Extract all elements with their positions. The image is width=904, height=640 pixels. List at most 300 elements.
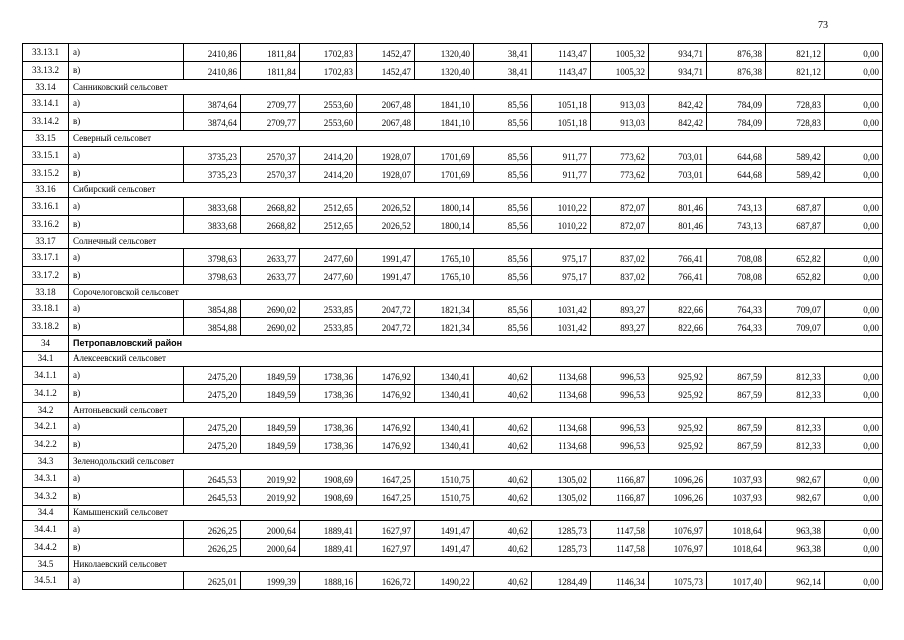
value-cell: 764,33 xyxy=(707,300,766,318)
section-title: Николаевский сельсовет xyxy=(69,556,883,571)
table-row xyxy=(23,572,883,590)
value-cell: 2512,65 xyxy=(300,215,357,233)
row-code: 33.13.1 xyxy=(23,44,69,62)
value-cell: 85,56 xyxy=(474,249,532,267)
value-cell: 1147,58 xyxy=(591,520,649,538)
table-row xyxy=(23,197,883,215)
section-title: Сорочелоговской сельсовет xyxy=(69,285,883,300)
section-row xyxy=(23,131,883,146)
value-cell: 85,56 xyxy=(474,215,532,233)
value-cell: 40,62 xyxy=(474,436,532,454)
value-cell: 925,92 xyxy=(649,385,707,403)
value-cell: 1701,69 xyxy=(415,164,474,182)
row-code: 34.2 xyxy=(23,403,69,418)
value-cell: 1738,36 xyxy=(300,367,357,385)
row-code: 33.15 xyxy=(23,131,69,146)
value-cell: 0,00 xyxy=(825,113,883,131)
value-cell: 0,00 xyxy=(825,164,883,182)
value-cell: 1076,97 xyxy=(649,520,707,538)
value-cell: 1841,10 xyxy=(415,95,474,113)
value-cell: 1143,47 xyxy=(532,44,591,62)
value-cell: 766,41 xyxy=(649,249,707,267)
value-cell: 644,68 xyxy=(707,164,766,182)
value-cell: 872,07 xyxy=(591,215,649,233)
value-cell: 85,56 xyxy=(474,164,532,182)
value-cell: 2477,60 xyxy=(300,249,357,267)
value-cell: 1800,14 xyxy=(415,197,474,215)
table-row xyxy=(23,367,883,385)
row-code: 33.15.1 xyxy=(23,146,69,164)
value-cell: 708,08 xyxy=(707,249,766,267)
value-cell: 0,00 xyxy=(825,367,883,385)
value-cell: 876,38 xyxy=(707,44,766,62)
value-cell: 2475,20 xyxy=(184,385,241,403)
value-cell: 1076,97 xyxy=(649,538,707,556)
value-cell: 3854,88 xyxy=(184,318,241,336)
value-cell: 1134,68 xyxy=(532,418,591,436)
row-letter: в) xyxy=(69,318,184,336)
value-cell: 893,27 xyxy=(591,318,649,336)
value-cell: 40,62 xyxy=(474,520,532,538)
table-row xyxy=(23,469,883,487)
value-cell: 1888,16 xyxy=(300,572,357,590)
value-cell: 764,33 xyxy=(707,318,766,336)
value-cell: 1647,25 xyxy=(357,487,415,505)
value-cell: 2475,20 xyxy=(184,436,241,454)
value-cell: 975,17 xyxy=(532,267,591,285)
tariff-table xyxy=(22,43,883,590)
value-cell: 709,07 xyxy=(766,300,825,318)
value-cell: 1134,68 xyxy=(532,385,591,403)
value-cell: 812,33 xyxy=(766,385,825,403)
value-cell: 2709,77 xyxy=(241,95,300,113)
value-cell: 1991,47 xyxy=(357,267,415,285)
row-code: 33.13.2 xyxy=(23,62,69,80)
row-code: 33.17.2 xyxy=(23,267,69,285)
value-cell: 996,53 xyxy=(591,418,649,436)
value-cell: 703,01 xyxy=(649,164,707,182)
row-letter: а) xyxy=(69,572,184,590)
value-cell: 1010,22 xyxy=(532,197,591,215)
value-cell: 3833,68 xyxy=(184,215,241,233)
value-cell: 1765,10 xyxy=(415,249,474,267)
row-code: 33.16.2 xyxy=(23,215,69,233)
value-cell: 784,09 xyxy=(707,95,766,113)
value-cell: 1147,58 xyxy=(591,538,649,556)
row-letter: в) xyxy=(69,385,184,403)
value-cell: 0,00 xyxy=(825,418,883,436)
value-cell: 842,42 xyxy=(649,113,707,131)
section-row xyxy=(23,182,883,197)
value-cell: 85,56 xyxy=(474,197,532,215)
value-cell: 996,53 xyxy=(591,385,649,403)
value-cell: 2410,86 xyxy=(184,62,241,80)
row-code: 33.18.2 xyxy=(23,318,69,336)
value-cell: 652,82 xyxy=(766,267,825,285)
value-cell: 982,67 xyxy=(766,487,825,505)
value-cell: 1320,40 xyxy=(415,44,474,62)
value-cell: 1849,59 xyxy=(241,418,300,436)
row-code: 33.15.2 xyxy=(23,164,69,182)
row-letter: а) xyxy=(69,520,184,538)
value-cell: 2475,20 xyxy=(184,367,241,385)
row-letter: а) xyxy=(69,418,184,436)
value-cell: 925,92 xyxy=(649,418,707,436)
value-cell: 2047,72 xyxy=(357,300,415,318)
value-cell: 709,07 xyxy=(766,318,825,336)
value-cell: 3735,23 xyxy=(184,146,241,164)
value-cell: 3735,23 xyxy=(184,164,241,182)
value-cell: 1510,75 xyxy=(415,487,474,505)
table-row xyxy=(23,44,883,62)
row-code: 34.3 xyxy=(23,454,69,469)
row-letter: а) xyxy=(69,197,184,215)
table-row xyxy=(23,487,883,505)
value-cell: 2000,64 xyxy=(241,538,300,556)
value-cell: 1305,02 xyxy=(532,469,591,487)
row-code: 34.4.2 xyxy=(23,538,69,556)
value-cell: 40,62 xyxy=(474,385,532,403)
value-cell: 1143,47 xyxy=(532,62,591,80)
table-row xyxy=(23,538,883,556)
value-cell: 1075,73 xyxy=(649,572,707,590)
table-row xyxy=(23,95,883,113)
value-cell: 1738,36 xyxy=(300,385,357,403)
value-cell: 40,62 xyxy=(474,572,532,590)
value-cell: 3874,64 xyxy=(184,95,241,113)
value-cell: 1005,32 xyxy=(591,44,649,62)
row-code: 33.18.1 xyxy=(23,300,69,318)
value-cell: 2553,60 xyxy=(300,95,357,113)
value-cell: 1005,32 xyxy=(591,62,649,80)
row-code: 33.16 xyxy=(23,182,69,197)
section-row xyxy=(23,505,883,520)
value-cell: 963,38 xyxy=(766,538,825,556)
value-cell: 1051,18 xyxy=(532,95,591,113)
value-cell: 589,42 xyxy=(766,146,825,164)
value-cell: 867,59 xyxy=(707,385,766,403)
value-cell: 1476,92 xyxy=(357,436,415,454)
value-cell: 962,14 xyxy=(766,572,825,590)
value-cell: 85,56 xyxy=(474,318,532,336)
page-number: 73 xyxy=(818,20,828,31)
value-cell: 1340,41 xyxy=(415,367,474,385)
value-cell: 0,00 xyxy=(825,197,883,215)
value-cell: 687,87 xyxy=(766,197,825,215)
value-cell: 2414,20 xyxy=(300,164,357,182)
value-cell: 703,01 xyxy=(649,146,707,164)
value-cell: 687,87 xyxy=(766,215,825,233)
row-letter: в) xyxy=(69,164,184,182)
section-title: Алексеевский сельсовет xyxy=(69,351,883,366)
value-cell: 2019,92 xyxy=(241,469,300,487)
value-cell: 0,00 xyxy=(825,385,883,403)
row-code: 34.2.1 xyxy=(23,418,69,436)
value-cell: 801,46 xyxy=(649,215,707,233)
value-cell: 2633,77 xyxy=(241,267,300,285)
row-code: 34.2.2 xyxy=(23,436,69,454)
value-cell: 1452,47 xyxy=(357,44,415,62)
value-cell: 1800,14 xyxy=(415,215,474,233)
value-cell: 743,13 xyxy=(707,215,766,233)
value-cell: 2626,25 xyxy=(184,520,241,538)
section-title: Северный сельсовет xyxy=(69,131,883,146)
value-cell: 766,41 xyxy=(649,267,707,285)
section-title: Антоньевский сельсовет xyxy=(69,403,883,418)
value-cell: 1490,22 xyxy=(415,572,474,590)
row-letter: а) xyxy=(69,300,184,318)
value-cell: 1051,18 xyxy=(532,113,591,131)
value-cell: 876,38 xyxy=(707,62,766,80)
value-cell: 872,07 xyxy=(591,197,649,215)
table-row xyxy=(23,436,883,454)
table-row xyxy=(23,267,883,285)
value-cell: 2512,65 xyxy=(300,197,357,215)
value-cell: 913,03 xyxy=(591,95,649,113)
value-cell: 996,53 xyxy=(591,436,649,454)
value-cell: 2668,82 xyxy=(241,197,300,215)
value-cell: 85,56 xyxy=(474,113,532,131)
value-cell: 842,42 xyxy=(649,95,707,113)
value-cell: 40,62 xyxy=(474,487,532,505)
section-title: Камышенский сельсовет xyxy=(69,505,883,520)
value-cell: 728,83 xyxy=(766,113,825,131)
value-cell: 1702,83 xyxy=(300,62,357,80)
row-code: 34.4.1 xyxy=(23,520,69,538)
value-cell: 812,33 xyxy=(766,436,825,454)
section-row xyxy=(23,285,883,300)
value-cell: 925,92 xyxy=(649,436,707,454)
row-letter: в) xyxy=(69,62,184,80)
value-cell: 1017,40 xyxy=(707,572,766,590)
value-cell: 1037,93 xyxy=(707,487,766,505)
table-body xyxy=(23,44,883,590)
section-title: Солнечный сельсовет xyxy=(69,233,883,248)
value-cell: 38,41 xyxy=(474,44,532,62)
value-cell: 1452,47 xyxy=(357,62,415,80)
value-cell: 0,00 xyxy=(825,318,883,336)
value-cell: 2026,52 xyxy=(357,215,415,233)
value-cell: 0,00 xyxy=(825,249,883,267)
value-cell: 1821,34 xyxy=(415,300,474,318)
row-code: 33.17.1 xyxy=(23,249,69,267)
value-cell: 1811,84 xyxy=(241,44,300,62)
section-row xyxy=(23,454,883,469)
table-row xyxy=(23,385,883,403)
value-cell: 0,00 xyxy=(825,436,883,454)
value-cell: 1849,59 xyxy=(241,436,300,454)
value-cell: 0,00 xyxy=(825,267,883,285)
row-code: 34 xyxy=(23,336,69,351)
value-cell: 1166,87 xyxy=(591,469,649,487)
value-cell: 812,33 xyxy=(766,367,825,385)
value-cell: 1037,93 xyxy=(707,469,766,487)
value-cell: 38,41 xyxy=(474,62,532,80)
value-cell: 1285,73 xyxy=(532,520,591,538)
value-cell: 0,00 xyxy=(825,520,883,538)
value-cell: 1738,36 xyxy=(300,418,357,436)
value-cell: 934,71 xyxy=(649,44,707,62)
value-cell: 0,00 xyxy=(825,215,883,233)
value-cell: 801,46 xyxy=(649,197,707,215)
section-title: Сибирский сельсовет xyxy=(69,182,883,197)
value-cell: 2633,77 xyxy=(241,249,300,267)
row-letter: в) xyxy=(69,487,184,505)
table-row xyxy=(23,113,883,131)
value-cell: 2625,01 xyxy=(184,572,241,590)
value-cell: 644,68 xyxy=(707,146,766,164)
section-row xyxy=(23,403,883,418)
row-letter: а) xyxy=(69,469,184,487)
value-cell: 911,77 xyxy=(532,146,591,164)
value-cell: 2533,85 xyxy=(300,318,357,336)
value-cell: 1510,75 xyxy=(415,469,474,487)
row-code: 34.1 xyxy=(23,351,69,366)
value-cell: 2645,53 xyxy=(184,469,241,487)
value-cell: 1166,87 xyxy=(591,487,649,505)
row-code: 34.4 xyxy=(23,505,69,520)
value-cell: 1928,07 xyxy=(357,164,415,182)
value-cell: 1849,59 xyxy=(241,385,300,403)
value-cell: 85,56 xyxy=(474,267,532,285)
value-cell: 1031,42 xyxy=(532,318,591,336)
value-cell: 1491,47 xyxy=(415,520,474,538)
value-cell: 1821,34 xyxy=(415,318,474,336)
value-cell: 1765,10 xyxy=(415,267,474,285)
row-code: 33.16.1 xyxy=(23,197,69,215)
value-cell: 821,12 xyxy=(766,62,825,80)
value-cell: 2690,02 xyxy=(241,318,300,336)
value-cell: 1305,02 xyxy=(532,487,591,505)
value-cell: 2414,20 xyxy=(300,146,357,164)
table-row xyxy=(23,215,883,233)
value-cell: 40,62 xyxy=(474,538,532,556)
value-cell: 2410,86 xyxy=(184,44,241,62)
section-row xyxy=(23,336,883,351)
value-cell: 822,66 xyxy=(649,300,707,318)
value-cell: 1134,68 xyxy=(532,367,591,385)
row-code: 34.1.1 xyxy=(23,367,69,385)
table-row xyxy=(23,318,883,336)
row-letter: а) xyxy=(69,146,184,164)
table-row xyxy=(23,300,883,318)
row-letter: а) xyxy=(69,367,184,385)
value-cell: 2690,02 xyxy=(241,300,300,318)
value-cell: 1627,97 xyxy=(357,520,415,538)
value-cell: 3798,63 xyxy=(184,267,241,285)
row-code: 34.1.2 xyxy=(23,385,69,403)
value-cell: 2709,77 xyxy=(241,113,300,131)
value-cell: 40,62 xyxy=(474,367,532,385)
value-cell: 2477,60 xyxy=(300,267,357,285)
value-cell: 2047,72 xyxy=(357,318,415,336)
value-cell: 3833,68 xyxy=(184,197,241,215)
value-cell: 1340,41 xyxy=(415,436,474,454)
value-cell: 2475,20 xyxy=(184,418,241,436)
value-cell: 1889,41 xyxy=(300,520,357,538)
row-letter: в) xyxy=(69,538,184,556)
value-cell: 2019,92 xyxy=(241,487,300,505)
value-cell: 3874,64 xyxy=(184,113,241,131)
value-cell: 85,56 xyxy=(474,95,532,113)
value-cell: 1146,34 xyxy=(591,572,649,590)
value-cell: 40,62 xyxy=(474,469,532,487)
value-cell: 2000,64 xyxy=(241,520,300,538)
row-code: 34.3.1 xyxy=(23,469,69,487)
value-cell: 975,17 xyxy=(532,249,591,267)
value-cell: 743,13 xyxy=(707,197,766,215)
value-cell: 0,00 xyxy=(825,487,883,505)
value-cell: 773,62 xyxy=(591,146,649,164)
table-row xyxy=(23,62,883,80)
value-cell: 1908,69 xyxy=(300,469,357,487)
row-letter: в) xyxy=(69,267,184,285)
row-letter: в) xyxy=(69,113,184,131)
value-cell: 2533,85 xyxy=(300,300,357,318)
value-cell: 1320,40 xyxy=(415,62,474,80)
value-cell: 708,08 xyxy=(707,267,766,285)
value-cell: 0,00 xyxy=(825,300,883,318)
value-cell: 2067,48 xyxy=(357,95,415,113)
value-cell: 1701,69 xyxy=(415,146,474,164)
value-cell: 1018,64 xyxy=(707,538,766,556)
value-cell: 784,09 xyxy=(707,113,766,131)
value-cell: 982,67 xyxy=(766,469,825,487)
value-cell: 867,59 xyxy=(707,436,766,454)
value-cell: 3798,63 xyxy=(184,249,241,267)
value-cell: 1889,41 xyxy=(300,538,357,556)
value-cell: 2026,52 xyxy=(357,197,415,215)
value-cell: 934,71 xyxy=(649,62,707,80)
table-row xyxy=(23,520,883,538)
value-cell: 2645,53 xyxy=(184,487,241,505)
value-cell: 1284,49 xyxy=(532,572,591,590)
value-cell: 812,33 xyxy=(766,418,825,436)
section-title: Санниковский сельсовет xyxy=(69,80,883,95)
value-cell: 0,00 xyxy=(825,572,883,590)
section-title: Петропавловский район xyxy=(69,336,883,351)
row-code: 33.17 xyxy=(23,233,69,248)
row-code: 33.14.1 xyxy=(23,95,69,113)
value-cell: 1340,41 xyxy=(415,418,474,436)
value-cell: 1096,26 xyxy=(649,469,707,487)
value-cell: 2668,82 xyxy=(241,215,300,233)
row-code: 33.14.2 xyxy=(23,113,69,131)
section-row xyxy=(23,556,883,571)
value-cell: 963,38 xyxy=(766,520,825,538)
table-row xyxy=(23,249,883,267)
section-row xyxy=(23,351,883,366)
value-cell: 85,56 xyxy=(474,146,532,164)
value-cell: 1134,68 xyxy=(532,436,591,454)
value-cell: 3854,88 xyxy=(184,300,241,318)
row-code: 33.18 xyxy=(23,285,69,300)
value-cell: 893,27 xyxy=(591,300,649,318)
value-cell: 85,56 xyxy=(474,300,532,318)
table-row xyxy=(23,146,883,164)
value-cell: 837,02 xyxy=(591,249,649,267)
value-cell: 0,00 xyxy=(825,538,883,556)
value-cell: 1841,10 xyxy=(415,113,474,131)
value-cell: 652,82 xyxy=(766,249,825,267)
value-cell: 2067,48 xyxy=(357,113,415,131)
value-cell: 925,92 xyxy=(649,367,707,385)
row-code: 34.3.2 xyxy=(23,487,69,505)
value-cell: 1285,73 xyxy=(532,538,591,556)
value-cell: 1738,36 xyxy=(300,436,357,454)
value-cell: 1476,92 xyxy=(357,418,415,436)
value-cell: 0,00 xyxy=(825,62,883,80)
